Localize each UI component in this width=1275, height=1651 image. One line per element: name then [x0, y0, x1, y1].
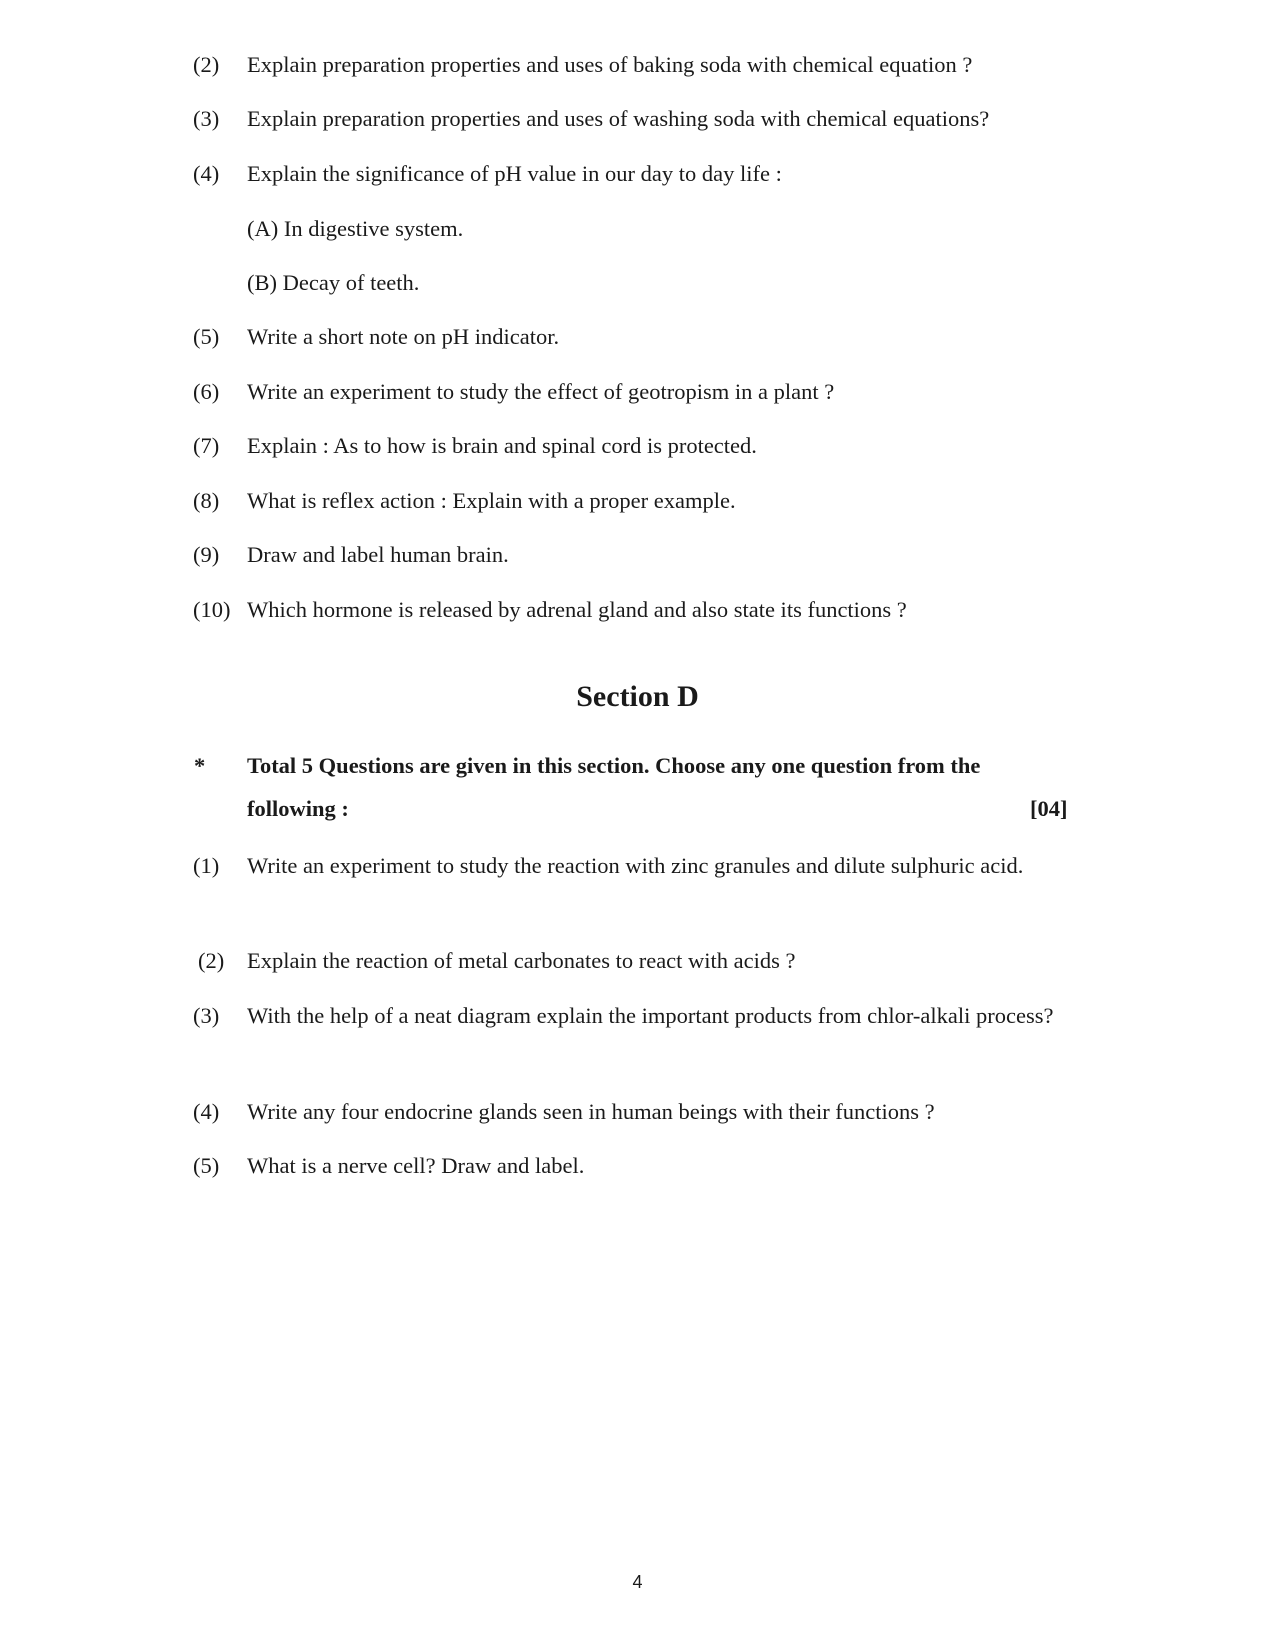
- question-number: (9): [193, 542, 220, 567]
- question-text: Write any four endocrine glands seen in human beings with their functions ?: [247, 1099, 935, 1124]
- question-number: (2): [198, 948, 225, 973]
- page-number: 4: [632, 1572, 643, 1592]
- question-text: What is reflex action : Explain with a proper example.: [247, 488, 736, 513]
- question-text: Explain preparation properties and uses of washing soda with chemical equations?: [247, 106, 990, 131]
- question-text: Explain the significance of pH value in our day to day life :: [247, 161, 782, 186]
- question-number: (3): [193, 1003, 220, 1028]
- question-number: (3): [193, 106, 220, 131]
- question-number: (4): [193, 1099, 220, 1124]
- question-text: Write an experiment to study the reaction with zinc granules and dilute sulphuric acid.: [247, 853, 1024, 878]
- question-number: (4): [193, 161, 220, 186]
- instruction-text: Total 5 Questions are given in this section. Choose any one question from the following :: [247, 753, 981, 821]
- question-text: Explain : As to how is brain and spinal cord is protected.: [247, 433, 757, 458]
- instruction-marker: *: [194, 753, 206, 778]
- question-number: (1): [193, 853, 220, 878]
- question-text: Draw and label human brain.: [247, 542, 509, 567]
- section-title: Section D: [576, 680, 699, 713]
- question-text: Explain preparation properties and uses of baking soda with chemical equation ?: [247, 52, 973, 77]
- question-text: With the help of a neat diagram explain the important products from chlor-alkali process?: [247, 1003, 1054, 1028]
- question-text: Write a short note on pH indicator.: [247, 324, 560, 349]
- question-number: (2): [193, 52, 220, 77]
- question-number: (8): [193, 488, 220, 513]
- question-text: Write an experiment to study the effect of geotropism in a plant ?: [247, 379, 835, 404]
- subpart-a: (A) In digestive system.: [247, 216, 464, 241]
- question-number: (10): [193, 597, 231, 622]
- question-text: Which hormone is released by adrenal gland and also state its functions ?: [247, 597, 907, 622]
- question-number: (5): [193, 1153, 220, 1178]
- question-number: (5): [193, 324, 220, 349]
- subpart-b: (B) Decay of teeth.: [247, 270, 420, 295]
- marks-label: [04]: [1030, 796, 1068, 821]
- question-number: (7): [193, 433, 220, 458]
- question-text: What is a nerve cell? Draw and label.: [247, 1153, 585, 1178]
- question-number: (6): [193, 379, 220, 404]
- question-text: Explain the reaction of metal carbonates to react with acids ?: [247, 948, 796, 973]
